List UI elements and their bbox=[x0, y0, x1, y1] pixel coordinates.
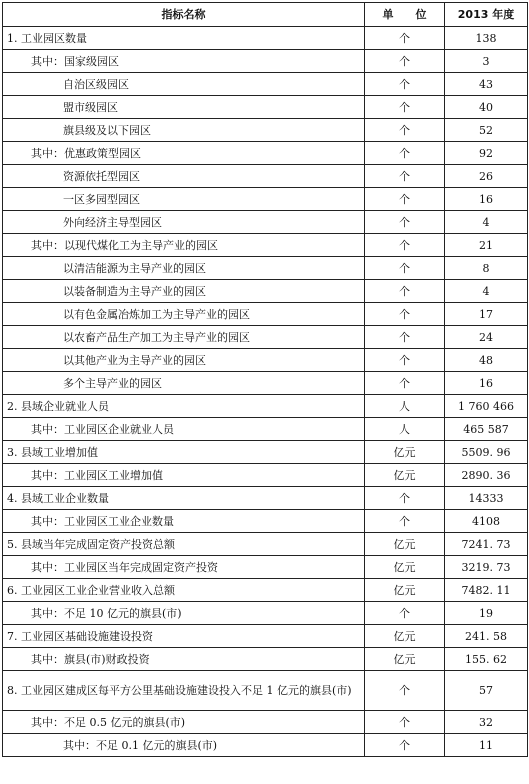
table-row bbox=[3, 211, 528, 234]
table-row bbox=[3, 487, 528, 510]
indicator-name-cell: 其中：不足 10 亿元的旗县(市) bbox=[3, 602, 365, 625]
indicator-name-cell: 5. 县域当年完成固定资产投资总额 bbox=[3, 533, 365, 556]
value-cell: 4 bbox=[445, 211, 528, 234]
table-body bbox=[3, 27, 528, 757]
value-cell: 2890. 36 bbox=[445, 464, 528, 487]
value-cell: 1 760 466 bbox=[445, 395, 528, 418]
unit-cell: 亿元 bbox=[365, 441, 445, 464]
table-row bbox=[3, 257, 528, 280]
table-row bbox=[3, 441, 528, 464]
unit-cell: 个 bbox=[365, 734, 445, 757]
table-row bbox=[3, 579, 528, 602]
indicator-name-cell: 2. 县域企业就业人员 bbox=[3, 395, 365, 418]
table-row bbox=[3, 418, 528, 441]
value-cell: 19 bbox=[445, 602, 528, 625]
indicator-name-cell: 以其他产业为主导产业的园区 bbox=[3, 349, 365, 372]
unit-cell: 个 bbox=[365, 165, 445, 188]
value-cell: 57 bbox=[445, 671, 528, 711]
indicator-name-cell: 自治区级园区 bbox=[3, 73, 365, 96]
value-cell: 4108 bbox=[445, 510, 528, 533]
indicator-name-cell: 一区多园型园区 bbox=[3, 188, 365, 211]
indicator-name-cell: 资源依托型园区 bbox=[3, 165, 365, 188]
value-cell: 14333 bbox=[445, 487, 528, 510]
table-row bbox=[3, 464, 528, 487]
unit-cell: 人 bbox=[365, 418, 445, 441]
indicator-name-cell: 4. 县域工业企业数量 bbox=[3, 487, 365, 510]
unit-cell: 个 bbox=[365, 711, 445, 734]
value-cell: 7482. 11 bbox=[445, 579, 528, 602]
table-row bbox=[3, 165, 528, 188]
unit-cell: 亿元 bbox=[365, 648, 445, 671]
indicator-name-cell: 以农畜产品生产加工为主导产业的园区 bbox=[3, 326, 365, 349]
indicator-name-cell: 7. 工业园区基础设施建设投资 bbox=[3, 625, 365, 648]
value-cell: 26 bbox=[445, 165, 528, 188]
value-cell: 21 bbox=[445, 234, 528, 257]
table-row bbox=[3, 349, 528, 372]
table-row bbox=[3, 96, 528, 119]
unit-cell: 个 bbox=[365, 671, 445, 711]
indicator-name-cell: 1. 工业园区数量 bbox=[3, 27, 365, 50]
value-cell: 11 bbox=[445, 734, 528, 757]
unit-cell: 个 bbox=[365, 27, 445, 50]
table-row bbox=[3, 27, 528, 50]
table-row bbox=[3, 533, 528, 556]
indicator-name-cell: 以有色金属冶炼加工为主导产业的园区 bbox=[3, 303, 365, 326]
unit-cell: 人 bbox=[365, 395, 445, 418]
value-cell: 155. 62 bbox=[445, 648, 528, 671]
value-cell: 52 bbox=[445, 119, 528, 142]
value-cell: 8 bbox=[445, 257, 528, 280]
indicator-name-cell: 其中：工业园区工业企业数量 bbox=[3, 510, 365, 533]
value-cell: 43 bbox=[445, 73, 528, 96]
table-row bbox=[3, 234, 528, 257]
value-cell: 32 bbox=[445, 711, 528, 734]
unit-cell: 亿元 bbox=[365, 464, 445, 487]
table-header-row bbox=[3, 3, 528, 27]
indicator-name-cell: 3. 县域工业增加值 bbox=[3, 441, 365, 464]
table-row bbox=[3, 188, 528, 211]
table-row bbox=[3, 602, 528, 625]
unit-cell: 个 bbox=[365, 280, 445, 303]
value-cell: 24 bbox=[445, 326, 528, 349]
indicator-name-cell: 外向经济主导型园区 bbox=[3, 211, 365, 234]
indicator-name-cell: 以清洁能源为主导产业的园区 bbox=[3, 257, 365, 280]
value-cell: 16 bbox=[445, 188, 528, 211]
value-cell: 16 bbox=[445, 372, 528, 395]
unit-cell: 亿元 bbox=[365, 625, 445, 648]
value-cell: 3219. 73 bbox=[445, 556, 528, 579]
table-row bbox=[3, 372, 528, 395]
table-row bbox=[3, 142, 528, 165]
unit-cell: 个 bbox=[365, 602, 445, 625]
indicator-name-cell: 其中：不足 0.1 亿元的旗县(市) bbox=[3, 734, 365, 757]
table-row bbox=[3, 648, 528, 671]
table-row bbox=[3, 303, 528, 326]
value-cell: 48 bbox=[445, 349, 528, 372]
indicator-name-cell: 旗县级及以下园区 bbox=[3, 119, 365, 142]
table-row bbox=[3, 556, 528, 579]
unit-cell: 个 bbox=[365, 349, 445, 372]
statistics-table bbox=[2, 2, 528, 757]
value-cell: 40 bbox=[445, 96, 528, 119]
unit-cell: 亿元 bbox=[365, 533, 445, 556]
unit-cell: 个 bbox=[365, 510, 445, 533]
header-unit: 单 位 bbox=[365, 3, 445, 27]
indicator-name-cell: 8. 工业园区建成区每平方公里基础设施建设投入不足 1 亿元的旗县(市) bbox=[3, 671, 365, 711]
unit-cell: 个 bbox=[365, 303, 445, 326]
header-year: 2013 年度 bbox=[445, 3, 528, 27]
indicator-name-cell: 其中：工业园区工业增加值 bbox=[3, 464, 365, 487]
unit-cell: 个 bbox=[365, 142, 445, 165]
table-row bbox=[3, 510, 528, 533]
value-cell: 241. 58 bbox=[445, 625, 528, 648]
table-row bbox=[3, 73, 528, 96]
unit-cell: 个 bbox=[365, 372, 445, 395]
unit-cell: 个 bbox=[365, 487, 445, 510]
table-row bbox=[3, 671, 528, 711]
indicator-name-cell: 其中：工业园区当年完成固定资产投资 bbox=[3, 556, 365, 579]
indicator-name-cell: 其中：国家级园区 bbox=[3, 50, 365, 73]
table-row bbox=[3, 625, 528, 648]
value-cell: 7241. 73 bbox=[445, 533, 528, 556]
value-cell: 92 bbox=[445, 142, 528, 165]
unit-cell: 亿元 bbox=[365, 579, 445, 602]
indicator-name-cell: 盟市级园区 bbox=[3, 96, 365, 119]
table-row bbox=[3, 326, 528, 349]
table-row bbox=[3, 280, 528, 303]
indicator-name-cell: 6. 工业园区工业企业营业收入总额 bbox=[3, 579, 365, 602]
table-row bbox=[3, 395, 528, 418]
value-cell: 5509. 96 bbox=[445, 441, 528, 464]
value-cell: 17 bbox=[445, 303, 528, 326]
unit-cell: 个 bbox=[365, 96, 445, 119]
indicator-name-cell: 其中：优惠政策型园区 bbox=[3, 142, 365, 165]
indicator-name-cell: 其中：以现代煤化工为主导产业的园区 bbox=[3, 234, 365, 257]
table-row bbox=[3, 711, 528, 734]
table-row bbox=[3, 119, 528, 142]
indicator-name-cell: 其中：不足 0.5 亿元的旗县(市) bbox=[3, 711, 365, 734]
value-cell: 138 bbox=[445, 27, 528, 50]
indicator-name-cell: 其中：旗县(市)财政投资 bbox=[3, 648, 365, 671]
unit-cell: 个 bbox=[365, 326, 445, 349]
unit-cell: 个 bbox=[365, 211, 445, 234]
indicator-name-cell: 多个主导产业的园区 bbox=[3, 372, 365, 395]
unit-cell: 个 bbox=[365, 257, 445, 280]
table-row bbox=[3, 734, 528, 757]
indicator-name-cell: 其中：工业园区企业就业人员 bbox=[3, 418, 365, 441]
unit-cell: 个 bbox=[365, 188, 445, 211]
unit-cell: 个 bbox=[365, 73, 445, 96]
value-cell: 3 bbox=[445, 50, 528, 73]
value-cell: 4 bbox=[445, 280, 528, 303]
value-cell: 465 587 bbox=[445, 418, 528, 441]
table-row bbox=[3, 50, 528, 73]
indicator-name-cell: 以装备制造为主导产业的园区 bbox=[3, 280, 365, 303]
unit-cell: 个 bbox=[365, 50, 445, 73]
unit-cell: 个 bbox=[365, 234, 445, 257]
header-indicator-name: 指标名称 bbox=[3, 3, 365, 27]
unit-cell: 亿元 bbox=[365, 556, 445, 579]
unit-cell: 个 bbox=[365, 119, 445, 142]
